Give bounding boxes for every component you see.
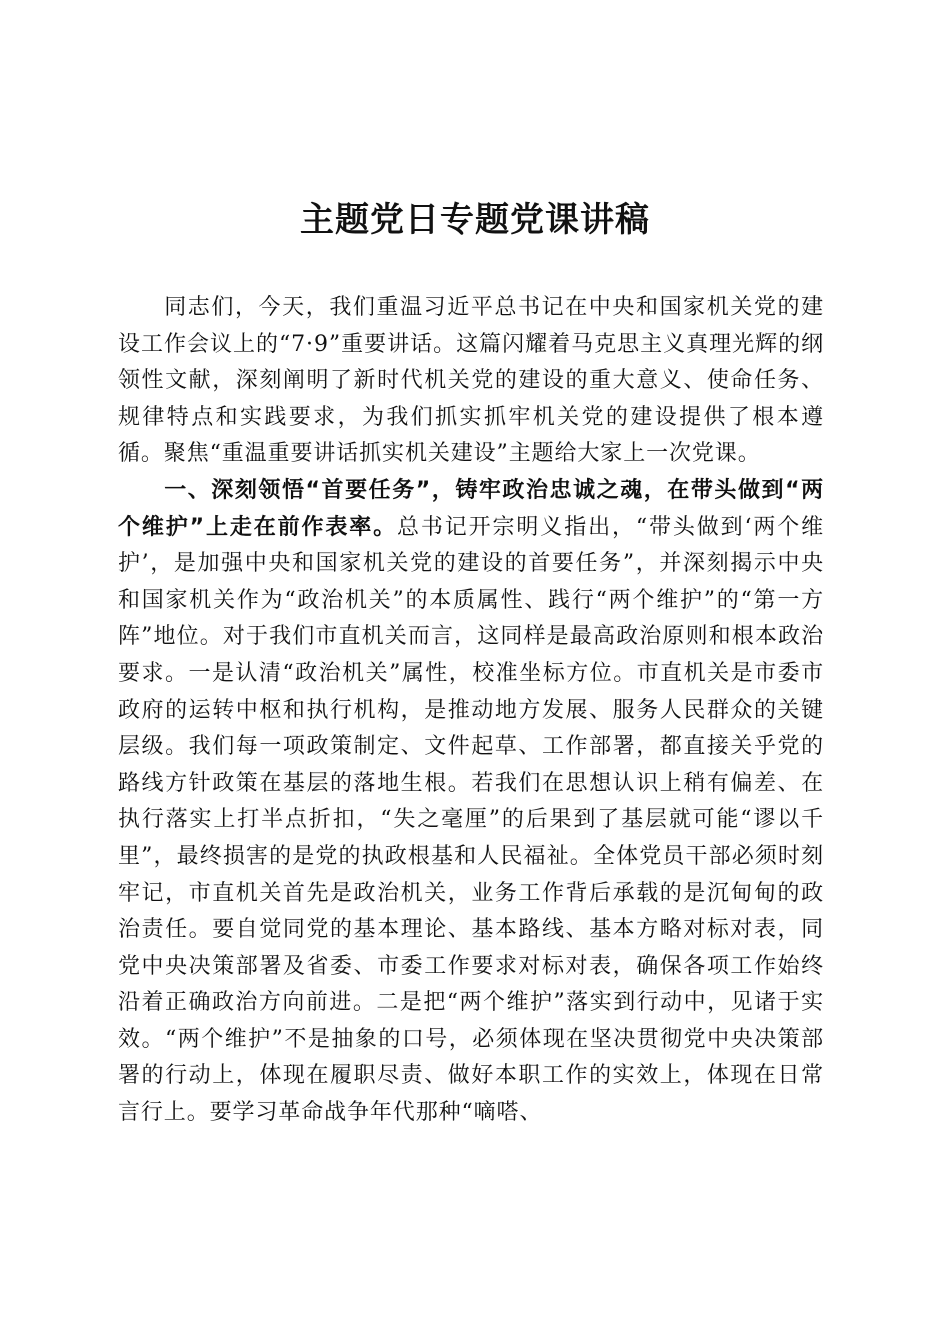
section-1-paragraph [118, 473, 824, 1132]
document-title: 主题党日专题党课讲稿 [300, 200, 650, 240]
section-1-body: 总书记开宗明义指出，“带头做到‘两个维护’，是加强中央和国家机关党的建设的首要任务”，并深刻揭示中央和国家机关作为“政治机关”的本质属性、践行“两个维护”的“第一方阵”地位。对于我们市直机关而言，这同样是最高政治原则和根本政治要求。一是认清“政治机关”属性，校准坐标方位。市直机关是市委市政府的运转中枢和执行机构，是推动地方发展、服务人民群众的关键层级。我们每一项政策制定、文件起草、工作部署，都直接关乎党的路线方针政策在基层的落地生根。若我们在思想认识上稍有偏差、在执行落实上打半点折扣，“失之毫厘”的后果到了基层就可能“谬以千里”，最终损害的是党的执政根基和人民福祉。全体党员干部必须时刻牢记，市直机关首先是政治机关，业务工作背后承载的是沉甸甸的政治责任。要自觉同党的基本理论、基本路线、基本方略对标对表，同党中央决策部署及省委、市委工作要求对标对表，确保各项工作始终沿着正确政治方向前进。二是把“两个维护”落实到行动中，见诸于实效。“两个维护”不是抽象的口号，必须体现在坚决贯彻党中央决策部署的行动上，体现在履职尽责、做好本职工作的实效上，体现在日常言行上。要学习革命战争年代那种“嘀嗒、 [118, 514, 825, 1126]
document-body [118, 290, 824, 1132]
section-1-heading: 一、深刻领悟“首要任务”，铸牢政治忠诚之魂，在带头做到“两个维护”上走在前作表率。 [118, 477, 824, 540]
intro-paragraph: 同志们，今天，我们重温习近平总书记在中央和国家机关党的建设工作会议上的“7·9”重要讲话。这篇闪耀着马克思主义真理光辉的纲领性文献，深刻阐明了新时代机关党的建设的重大意义、使命任务、规律特点和实践要求，为我们抓实抓牢机关党的建设提供了根本遵循。聚焦“重温重要讲话抓实机关建设”主题给大家上一次党课。 [118, 295, 824, 467]
